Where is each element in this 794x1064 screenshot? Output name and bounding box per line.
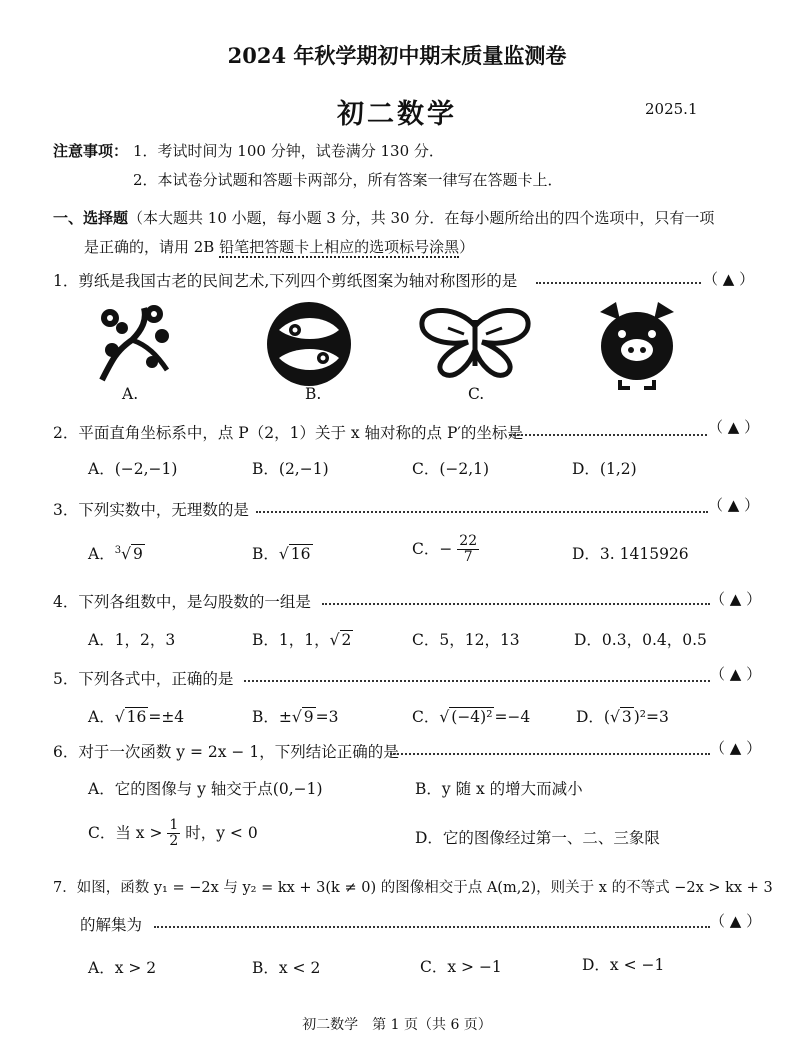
page-footer: 初二数学 第 1 页（共 6 页）: [302, 1017, 492, 1033]
answer-mark-7: （ ▲ ）: [710, 912, 762, 930]
question-1-stem: 1．剪纸是我国古老的民间艺术,下列四个剪纸图案为轴对称图形的是: [53, 272, 518, 290]
answer-mark-4: （ ▲ ）: [710, 590, 762, 608]
subject-title: 初二数学: [337, 99, 457, 130]
q6-c-denominator: 2: [169, 833, 179, 850]
notice-label: 注意事项：: [53, 142, 129, 160]
q3-b-label: B．: [252, 545, 279, 563]
answer-mark-6: （ ▲ ）: [710, 739, 762, 757]
papercut-pig: [594, 298, 680, 390]
q5-d-radicand: 3: [621, 708, 632, 726]
q7-option-a: A．x > 2: [88, 959, 157, 977]
q3-option-c: [412, 534, 479, 566]
q6-c-fraction: [167, 818, 180, 850]
q3-option-d: D．3. 1415926: [572, 545, 689, 563]
answer-mark-2: （ ▲ ）: [708, 418, 760, 436]
dot-leader: [536, 281, 701, 284]
q5-b-rest: =3: [315, 708, 339, 726]
question-7-stem-2: 的解集为: [80, 916, 143, 934]
dot-leader: [509, 433, 707, 436]
q6-c-pre: C．当 x >: [88, 823, 168, 842]
dot-leader: [390, 752, 710, 755]
q6-option-c: [88, 818, 258, 850]
question-6-stem: 6．对于一次函数 y = 2x − 1，下列结论正确的是: [53, 743, 399, 761]
section-1-desc-2c: ）: [459, 238, 475, 256]
papercut-butterfly: [418, 306, 532, 378]
q3-a-label: A．: [88, 545, 115, 563]
q5-option-d: D．(√ 3 )²=3: [576, 708, 669, 726]
q6-option-a: A．它的图像与 y 轴交于点(0,−1): [88, 780, 323, 798]
question-2-stem: 2．平面直角坐标系中，点 P（2，1）关于 x 轴对称的点 P′的坐标是: [53, 424, 523, 442]
exam-title: 2024 年秋学期初中期末质量监测卷: [227, 43, 567, 68]
q5-c-radicand: (−4)²: [451, 708, 493, 726]
section-1-desc-1: （本大题共 10 小题，每小题 3 分，共 30 分．在每小题所给出的四个选项中，只有一项: [128, 209, 715, 227]
q4-option-d: D．0.3，0.4，0.5: [574, 631, 707, 649]
q4-b-radicand: 2: [341, 631, 352, 649]
question-4-stem: 4．下列各组数中，是勾股数的一组是: [53, 593, 311, 611]
q5-a-radicand: 16: [126, 708, 147, 726]
dot-leader: [244, 679, 710, 682]
section-1-desc-line2: [84, 236, 474, 257]
q5-c-rest: =−4: [494, 708, 531, 726]
q3-c-denominator: 7: [463, 549, 473, 566]
papercut-plum-branch: [92, 300, 174, 386]
q5-d-label: D．(: [576, 708, 610, 726]
dot-leader: [322, 602, 710, 605]
question-5-stem: 5．下列各式中，正确的是: [53, 670, 234, 688]
q2-option-d: D．(1,2): [572, 460, 637, 478]
q3-option-a: A．$^3$√ 9: [88, 544, 143, 563]
q7-option-c: C．x > −1: [420, 958, 502, 976]
q5-a-rest: =±4: [148, 708, 185, 726]
section-1-header: [53, 207, 714, 228]
q4-b-label: B．1，1，: [252, 631, 330, 649]
q6-c-post: 时，y < 0: [185, 823, 258, 842]
dot-leader: [256, 510, 708, 513]
q5-option-c: C．√ (−4)² =−4: [412, 708, 531, 726]
dot-leader: [154, 925, 710, 928]
q2-option-b: B．(2,−1): [252, 460, 329, 478]
section-1-desc-2a: 是正确的，请用 2B: [84, 238, 220, 256]
papercut-twin-fish: [265, 300, 353, 388]
q5-option-b: B．±√ 9 =3: [252, 708, 339, 726]
q3-a-radicand: 9: [132, 545, 143, 563]
notice-item-2: 2．本试卷分试题和答题卡两部分，所有答案一律写在答题卡上．: [133, 171, 563, 189]
answer-mark-3: （ ▲ ）: [708, 496, 760, 514]
q2-option-c: C．(−2,1): [412, 460, 490, 478]
q3-option-b: B．√ 16: [252, 545, 311, 563]
exam-date: 2025.1: [645, 100, 698, 118]
q5-a-label: A．: [88, 708, 115, 726]
q4-option-b: B．1，1，√ 2: [252, 631, 352, 649]
q6-c-numerator: 1: [169, 817, 179, 833]
notice-item-1: 1．考试时间为 100 分钟，试卷满分 130 分．: [133, 142, 444, 160]
q4-option-a: A．1，2，3: [88, 631, 176, 649]
q6-option-d: D．它的图像经过第一、二、三象限: [415, 829, 660, 847]
q3-b-radicand: 16: [290, 545, 311, 563]
q6-option-b: B．y 随 x 的增大而减小: [415, 780, 583, 798]
q1-option-b-label: B.: [305, 385, 322, 403]
q7-option-b: B．x < 2: [252, 959, 321, 977]
question-3-stem: 3．下列实数中，无理数的是: [53, 501, 249, 519]
q5-b-radicand: 9: [303, 708, 314, 726]
q4-option-c: C．5，12，13: [412, 631, 520, 649]
answer-mark-1: （ ▲ ）: [703, 270, 755, 288]
q5-option-a: A．√ 16 =±4: [88, 708, 185, 726]
q5-c-label: C．: [412, 708, 440, 726]
q1-option-c-label: C.: [468, 385, 485, 403]
question-7-stem-1: 7．如图，函数 y₁ = −2x 与 y₂ = kx + 3(k ≠ 0) 的图像相交于点 A(m,2)，则关于 x 的不等式 −2x > kx + 3: [53, 880, 773, 896]
section-1-desc-2b: 铅笔把答题卡上相应的选项标号涂黑: [219, 238, 460, 256]
q3-c-fraction: [457, 534, 479, 566]
section-1-heading: 一、选择题: [53, 209, 129, 227]
q7-option-d: D．x < −1: [582, 956, 665, 974]
q5-b-label: B．±: [252, 708, 292, 726]
q3-c-numerator: 22: [459, 533, 478, 549]
q5-d-rest: )²=3: [633, 708, 669, 726]
q3-c-label: C．−: [412, 539, 453, 558]
q2-option-a: A．(−2,−1): [88, 460, 178, 478]
q1-option-a-label: A.: [122, 385, 139, 403]
answer-mark-5: （ ▲ ）: [710, 665, 762, 683]
q3-a-index: 3: [114, 544, 122, 556]
